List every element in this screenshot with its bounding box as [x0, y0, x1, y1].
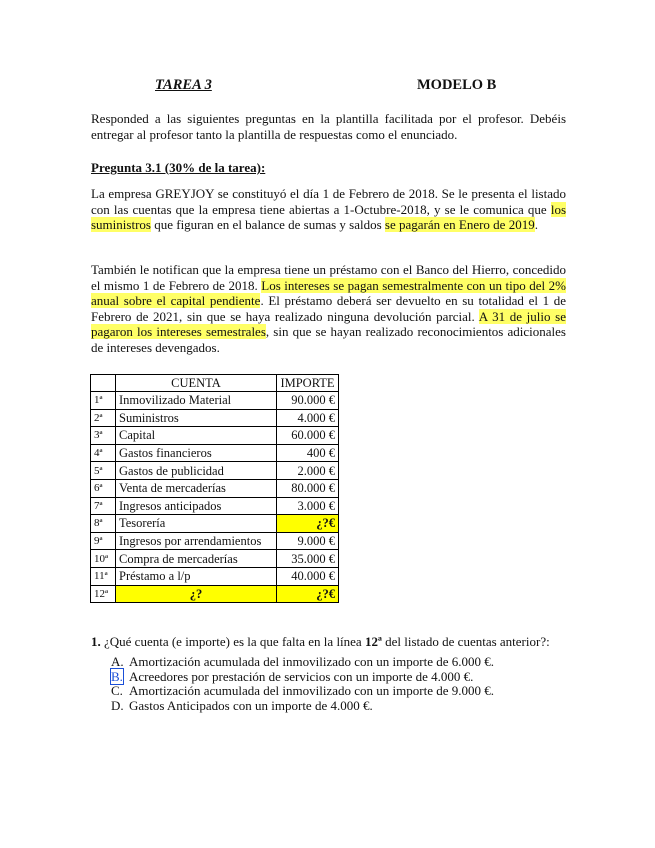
- option-text: Gastos Anticipados con un importe de 4.000 €.: [129, 697, 373, 713]
- row-number: 4ª: [91, 444, 116, 462]
- row-importe: 35.000 €: [277, 550, 339, 568]
- answer-options: [111, 655, 494, 713]
- row-number: 12ª: [91, 585, 116, 603]
- row-number: 7ª: [91, 497, 116, 515]
- row-cuenta: Tesorería: [116, 515, 277, 533]
- row-cuenta: Venta de mercaderías: [116, 479, 277, 497]
- table-row: [91, 392, 339, 410]
- row-importe: 60.000 €: [277, 427, 339, 445]
- question-1: [91, 634, 550, 650]
- p2-text-2: . El préstamo deberá ser devuelto en su totalidad el 1 de Febrero de 2021, sin que se haya realizado ninguna devolución parcial.: [91, 293, 567, 324]
- table-row: [91, 567, 339, 585]
- row-number: 2ª: [91, 409, 116, 427]
- option-text: Acreedores por prestación de servicios con un importe de 4.000 €.: [129, 668, 474, 684]
- question-1-line-ref: 12ª: [364, 634, 382, 649]
- row-number: 8ª: [91, 515, 116, 533]
- option-letter: A.: [111, 654, 124, 669]
- table-row: [91, 444, 339, 462]
- table-row: [91, 550, 339, 568]
- option-c[interactable]: [111, 684, 494, 699]
- header-cuenta: CUENTA: [116, 375, 277, 392]
- table-header-row: [91, 375, 339, 392]
- row-importe: 80.000 €: [277, 479, 339, 497]
- row-cuenta-unknown: ¿?: [116, 585, 277, 603]
- row-cuenta: Suministros: [116, 409, 277, 427]
- option-letter: D.: [111, 697, 124, 713]
- option-text: Amortización acumulada del inmovilizado con un importe de 9.000 €.: [129, 683, 494, 698]
- row-cuenta: Compra de mercaderías: [116, 550, 277, 568]
- p2-highlight-2: A 31 de julio se pagaron los intereses semestrales: [91, 308, 566, 339]
- table-row: [91, 462, 339, 480]
- row-importe-unknown: ¿?€: [277, 585, 339, 603]
- row-importe: 90.000 €: [277, 392, 339, 410]
- row-cuenta: Gastos de publicidad: [116, 462, 277, 480]
- p1-text-2: que figuran en el balance de sumas y saldos: [150, 217, 385, 232]
- statement-paragraph-1: [91, 186, 566, 233]
- option-letter: C.: [111, 683, 123, 698]
- row-importe: 400 €: [277, 444, 339, 462]
- header-empty: [91, 375, 116, 392]
- row-cuenta: Inmovilizado Material: [116, 392, 277, 410]
- table-row: [91, 479, 339, 497]
- row-cuenta: Préstamo a l/p: [116, 567, 277, 585]
- p2-text-3: , sin que se hayan realizado reconocimientos adicionales de intereses devengados.: [91, 324, 566, 355]
- p2-text-1: También le notifican que la empresa tiene un préstamo con el Banco del Hierro, concedido el mismo 1 de Febrero de 2018.: [91, 262, 566, 293]
- row-cuenta: Gastos financieros: [116, 444, 277, 462]
- accounts-table: [90, 374, 339, 603]
- row-number: 3ª: [91, 427, 116, 445]
- row-importe: 9.000 €: [277, 532, 339, 550]
- p1-highlight-1: los suministros: [91, 201, 566, 232]
- row-number: 9ª: [91, 532, 116, 550]
- option-b[interactable]: [111, 670, 494, 685]
- question-1-post: del listado de cuentas anterior?:: [381, 634, 550, 649]
- table-row: [91, 532, 339, 550]
- header-importe: IMPORTE: [277, 375, 339, 392]
- p1-text-1: La empresa GREYJOY se constituyó el día 1 de Febrero de 2018. Se le presenta el listado con las cuentas que la empresa tiene abiertas a 1-Octubre-2018, y se le comunica que: [91, 186, 566, 217]
- table-row: [91, 497, 339, 515]
- row-importe: 2.000 €: [277, 462, 339, 480]
- table-row: [91, 409, 339, 427]
- table-row: [91, 427, 339, 445]
- row-number: 5ª: [91, 462, 116, 480]
- row-importe: 4.000 €: [277, 409, 339, 427]
- row-number: 6ª: [91, 479, 116, 497]
- row-cuenta: Capital: [116, 427, 277, 445]
- row-importe: 40.000 €: [277, 567, 339, 585]
- option-letter-selected: [111, 670, 129, 685]
- question-1-number: 1.: [91, 634, 101, 649]
- p1-highlight-2: se pagarán en Enero de 2019: [384, 217, 535, 232]
- row-cuenta: Ingresos anticipados: [116, 497, 277, 515]
- question-heading: Pregunta 3.1 (30% de la tarea):: [91, 160, 266, 175]
- option-d[interactable]: [111, 699, 494, 714]
- task-title: TAREA 3: [155, 77, 212, 93]
- question-1-pre: ¿Qué cuenta (e importe) es la que falta en la línea: [100, 634, 365, 649]
- p2-highlight-1: Los intereses se pagan semestralmente con un tipo del 2% anual sobre el capital pendiente: [91, 277, 566, 308]
- table-row: [91, 585, 339, 603]
- model-title: MODELO B: [417, 77, 497, 93]
- p1-text-3: .: [534, 217, 538, 232]
- table-row: [91, 515, 339, 533]
- option-text: Amortización acumulada del inmovilizado con un importe de 6.000 €.: [129, 654, 494, 669]
- row-importe: 3.000 €: [277, 497, 339, 515]
- intro-paragraph: Responded a las siguientes preguntas en la plantilla facilitada por el profesor. Debéis entregar al profesor tanto la plantilla de respuestas como el enunciado.: [91, 111, 566, 142]
- statement-paragraph-2: [91, 262, 566, 355]
- option-a[interactable]: [111, 655, 494, 670]
- row-number: 10ª: [91, 550, 116, 568]
- row-importe-unknown: ¿?€: [277, 515, 339, 533]
- row-cuenta: Ingresos por arrendamientos: [116, 532, 277, 550]
- selected-marker: B.: [111, 668, 123, 684]
- row-number: 11ª: [91, 567, 116, 585]
- row-number: 1ª: [91, 392, 116, 410]
